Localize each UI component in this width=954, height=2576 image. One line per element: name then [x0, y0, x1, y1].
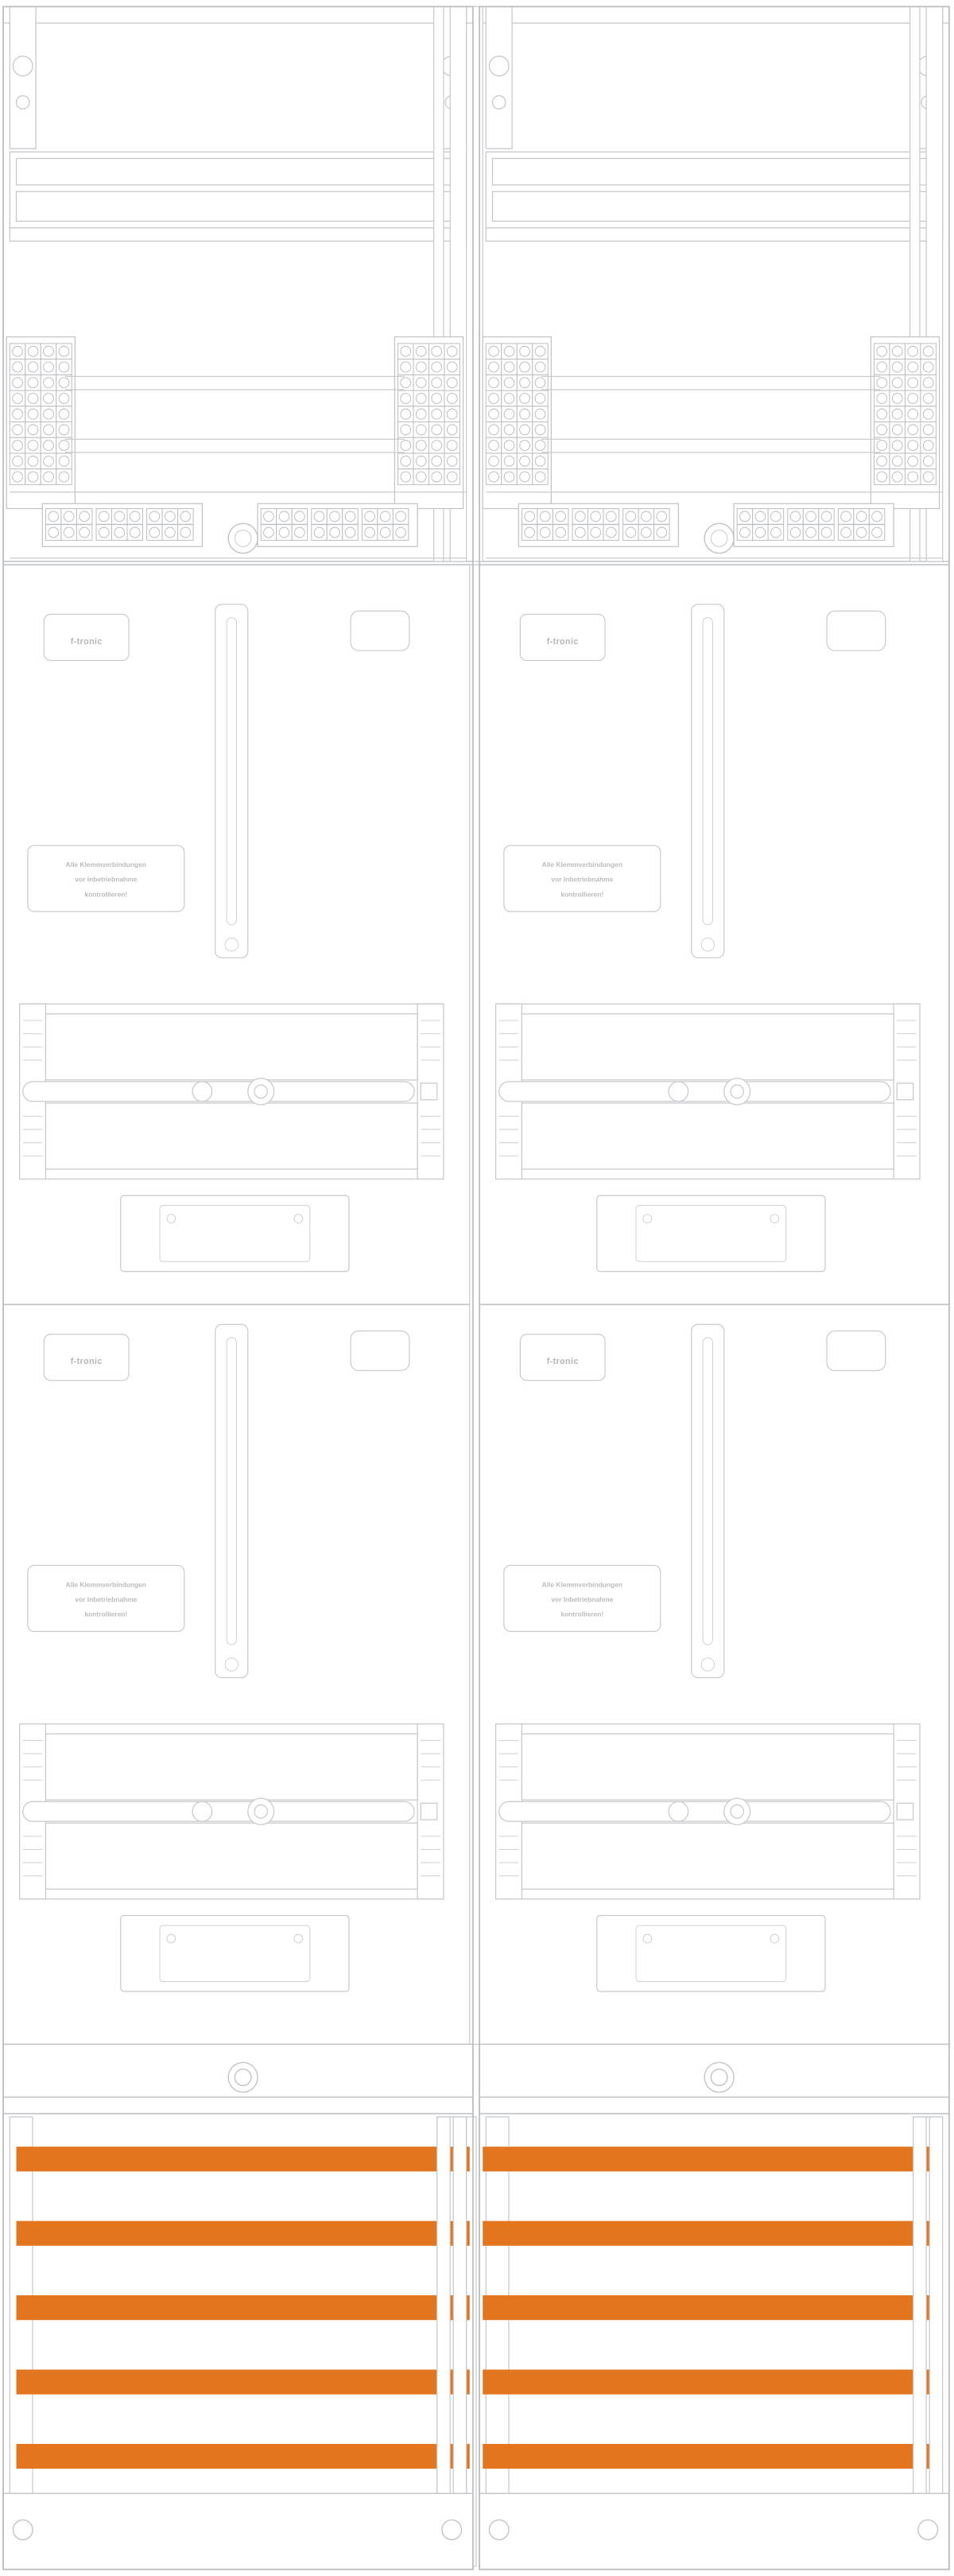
- busbar: [17, 2369, 470, 2394]
- busbar: [17, 2295, 470, 2320]
- brand-label: f-tronic: [70, 636, 103, 647]
- panel-bottom-right[interactable]: [479, 1304, 949, 2044]
- warning-line-1: Alle Klemmverbindungen: [541, 861, 622, 869]
- panel-bottom-left[interactable]: [3, 1304, 473, 2044]
- busbar: [483, 2369, 939, 2394]
- warning-line-2: vor Inbetriebnahme: [75, 875, 138, 884]
- warning-line-1: Alle Klemmverbindungen: [65, 861, 146, 869]
- meter-carrier: [20, 1004, 444, 1179]
- panel-top-left[interactable]: [3, 565, 473, 1304]
- meter-carrier: [496, 1724, 920, 1899]
- warning-line-2: vor Inbetriebnahme: [551, 875, 614, 884]
- warning-line-3: kontrollieren!: [560, 1610, 604, 1618]
- busbar: [483, 2221, 939, 2246]
- warning-line-2: vor Inbetriebnahme: [75, 1595, 138, 1604]
- brand-label: f-tronic: [70, 1356, 103, 1367]
- busbar: [483, 2295, 939, 2320]
- busbar: [483, 2444, 939, 2469]
- indicator-window: [827, 611, 886, 651]
- warning-line-1: Alle Klemmverbindungen: [65, 1580, 146, 1589]
- meter-carrier: [20, 1724, 444, 1899]
- warning-line-3: kontrollieren!: [560, 890, 604, 899]
- busbar-region: [3, 2114, 949, 2570]
- busbar: [17, 2147, 470, 2171]
- busbar: [483, 2147, 939, 2171]
- busbar: [17, 2221, 470, 2246]
- busbar: [17, 2444, 470, 2469]
- indicator-window: [351, 1331, 409, 1370]
- warning-line-2: vor Inbetriebnahme: [551, 1595, 614, 1604]
- warning-line-3: kontrollieren!: [84, 890, 128, 899]
- warning-line-3: kontrollieren!: [84, 1610, 128, 1618]
- panel-separator: [470, 565, 479, 2044]
- brand-label: f-tronic: [546, 636, 579, 647]
- indicator-window: [351, 611, 409, 651]
- meter-carrier: [496, 1004, 920, 1179]
- warning-line-1: Alle Klemmverbindungen: [541, 1580, 622, 1589]
- indicator-window: [827, 1331, 886, 1370]
- panel-top-right[interactable]: [479, 565, 949, 1304]
- brand-label: f-tronic: [546, 1356, 579, 1367]
